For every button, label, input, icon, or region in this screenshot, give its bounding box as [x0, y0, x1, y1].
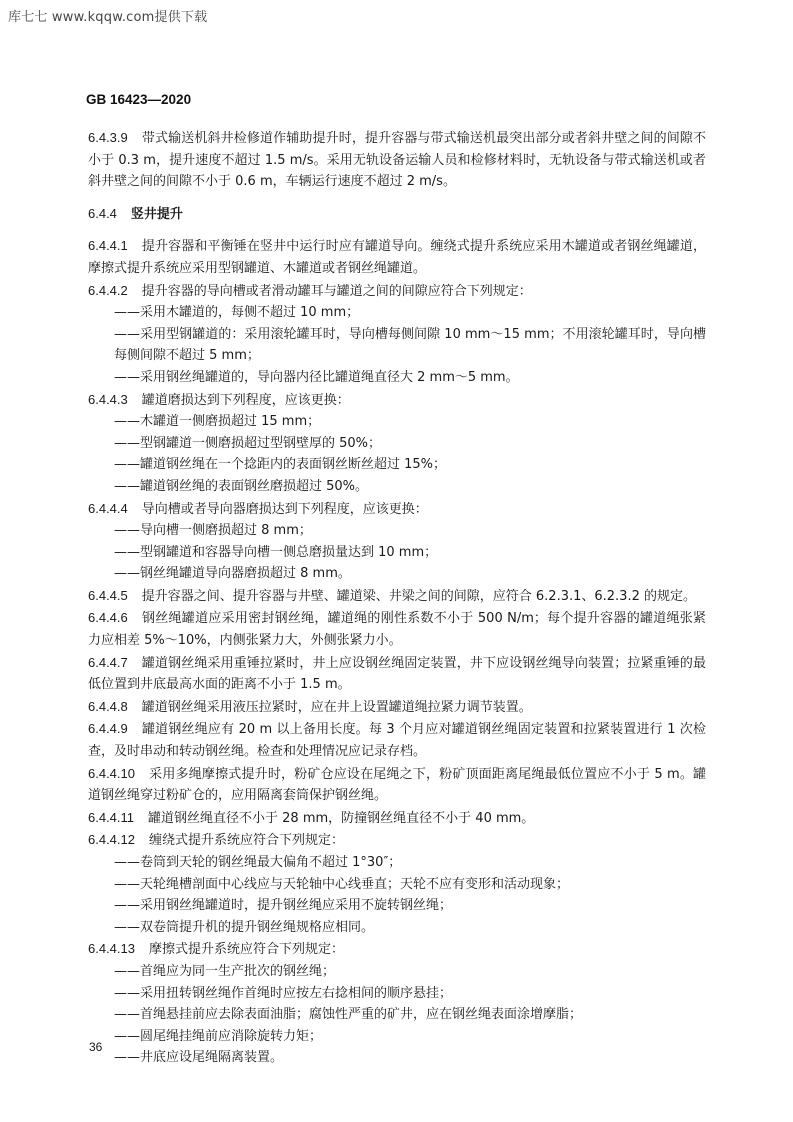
- watermark-text: 库七七 www.kqqw.com提供下载: [8, 10, 208, 25]
- list-item: ——木罐道一侧磨损超过 15 mm；: [114, 414, 321, 430]
- clause-text: 罐道磨损达到下列程度，应该更换：: [141, 392, 350, 408]
- clause-text: 导向槽或者导向器磨损达到下列程度，应该更换：: [141, 501, 428, 517]
- list-item: ——罐道钢丝绳在一个捻距内的表面钢丝断丝超过 15%；: [114, 457, 447, 473]
- clause-number: 6.4.4.3: [88, 391, 128, 407]
- clause-number: 6.4.4.7: [88, 654, 128, 670]
- list-item: ——采用木罐道的，每侧不超过 10 mm；: [114, 305, 360, 321]
- clause-number: 6.4.4.5: [88, 587, 128, 603]
- list-item: ——天轮绳槽剖面中心线应与天轮轴中心线垂直；天轮不应有变形和活动现象；: [114, 876, 570, 892]
- clause-number: 6.4.4.1: [88, 238, 128, 254]
- clause-text: 提升容器和平衡锤在竖井中运行时应有罐道导向。缠绕式提升系统应采用木罐道或者钢丝绳罐道，摩擦式提升系统应采用型钢罐道、木罐道或者钢丝绳罐道。: [88, 239, 706, 276]
- clause-number: 6.4.4.6: [88, 610, 128, 626]
- clause-6-4-4-9: [88, 718, 706, 762]
- clause-number: 6.4.4.4: [88, 500, 128, 516]
- clause-number: 6.4.4.9: [88, 721, 128, 737]
- list-item: ——型钢罐道和容器导向槽一侧总磨损量达到 10 mm；: [114, 544, 438, 560]
- clause-6-4-4-2: [88, 280, 706, 303]
- clause-6-4-4-3: [88, 389, 706, 412]
- list-item: ——采用钢丝绳罐道时，提升钢丝绳应采用不旋转钢丝绳；: [114, 898, 453, 914]
- clause-text: 钢丝绳罐道应采用密封钢丝绳，罐道绳的刚性系数不小于 500 N/m；每个提升容器的罐道绳张紧力应相差 5%～10%，内侧张紧力大，外侧张紧力小。: [88, 611, 706, 649]
- list-item: ——采用钢丝绳罐道的，导向器内径比罐道绳直径大 2 mm～5 mm。: [114, 369, 519, 385]
- clause-text: 采用多绳摩擦式提升时，粉矿仓应设在尾绳之下，粉矿顶面距离尾绳最低位置应不小于 5 m。罐道钢丝绳穿过粉矿仓的，应用隔离套筒保护钢丝绳。: [88, 766, 706, 804]
- clause-text: 罐道钢丝绳直径不小于 28 mm，防撞钢丝绳直径不小于 40 mm。: [148, 810, 535, 826]
- clause-number: 6.4.4.8: [88, 698, 128, 714]
- clause-6-4-4-8: [88, 696, 706, 719]
- list-item: ——采用型钢罐道的：采用滚轮罐耳时，导向槽每侧间隙 10 mm～15 mm；不用滚轮罐耳时，导向槽每侧间隙不超过 5 mm；: [114, 326, 706, 364]
- clause-text: 缠绕式提升系统应符合下列规定：: [149, 833, 345, 849]
- clause-number: 6.4.4.2: [88, 282, 128, 298]
- list-item: ——罐道钢丝绳的表面钢丝磨损超过 50%。: [114, 478, 369, 494]
- clause-text: 摩擦式提升系统应符合下列规定：: [149, 942, 345, 958]
- list-item: ——卷筒到天轮的钢丝绳最大偏角不超过 1°30″；: [114, 855, 402, 870]
- list-item: ——圆尾绳挂绳前应消除旋转力矩；: [114, 1028, 323, 1044]
- clause-number: 6.4.4.12: [88, 832, 135, 848]
- clause-6-4-4-6: [88, 607, 706, 651]
- clause-number: 6.4.4.11: [88, 809, 135, 825]
- clause-number: 6.4.3.9: [88, 130, 128, 145]
- list-item: ——钢丝绳罐道导向器磨损超过 8 mm。: [114, 566, 351, 582]
- list-item: ——导向槽一侧磨损超过 8 mm；: [114, 523, 312, 539]
- clause-text: 提升容器之间、提升容器与井壁、罐道梁、井梁之间的间隙，应符合 6.2.3.1、6.2.3.2 的规定。: [141, 588, 696, 604]
- clause-text: 提升容器的导向槽或者滑动罐耳与罐道之间的间隙应符合下列规定：: [141, 283, 532, 299]
- clause-number: 6.4.4.13: [88, 941, 135, 957]
- clause-6-4-4-10: [88, 763, 706, 807]
- list-item: ——型钢罐道一侧磨损超过型钢壁厚的 50%；: [114, 435, 382, 451]
- list-item: ——首绳悬挂前应去除表面油脂；腐蚀性严重的矿井，应在钢丝绳表面涂增摩脂；: [114, 1007, 583, 1023]
- clause-6-4-4-5: [88, 585, 706, 608]
- list-item: ——采用扭转钢丝绳作首绳时应按左右捻相间的顺序悬挂；: [114, 985, 453, 1001]
- list-item: ——井底应设尾绳隔离装置。: [114, 1050, 284, 1066]
- clause-text: 罐道钢丝绳采用重锤拉紧时，井上应设钢丝绳固定装置，井下应设钢丝绳导向装置；拉紧重锤的最低位置到井底最高水面的距离不小于 1.5 m。: [88, 655, 706, 693]
- page-number: 36: [89, 1040, 103, 1054]
- section-heading: [88, 203, 706, 226]
- clause-6-4-4-12: [88, 829, 706, 852]
- clause-6-4-3-9: [88, 127, 706, 193]
- list-item: ——首绳应为同一生产批次的钢丝绳；: [114, 963, 336, 979]
- clause-6-4-4-4: [88, 498, 706, 521]
- section-title: 竖井提升: [130, 206, 183, 222]
- standard-number: GB 16423—2020: [86, 92, 192, 107]
- clause-6-4-4-1: [88, 235, 706, 279]
- clause-text: 带式输送机斜井检修道作辅助提升时，提升容器与带式输送机最突出部分或者斜井壁之间的间隙不小于 0.3 m，提升速度不超过 1.5 m/s。采用无轨设备运输人员和检修材料时，无轨设备与带式输送机或者斜井壁之间的间隙不小于 0.6 m，车辆运行速度不超过 2 m/s。: [88, 131, 706, 190]
- clause-6-4-4-11: [88, 807, 706, 830]
- document-body: [88, 127, 706, 1069]
- clause-6-4-4-7: [88, 652, 706, 696]
- clause-text: 罐道钢丝绳应有 20 m 以上备用长度。每 3 个月应对罐道钢丝绳固定装置和拉紧装置进行 1 次检查，及时串动和转动钢丝绳。检查和处理情况应记录存档。: [88, 722, 706, 760]
- section-number: 6.4.4: [88, 205, 117, 221]
- clause-text: 罐道钢丝绳采用液压拉紧时，应在井上设置罐道绳拉紧力调节装置。: [141, 699, 532, 715]
- clause-number: 6.4.4.10: [88, 765, 135, 781]
- clause-6-4-4-13: [88, 938, 706, 961]
- list-item: ——双卷筒提升机的提升钢丝绳规格应相同。: [114, 919, 375, 935]
